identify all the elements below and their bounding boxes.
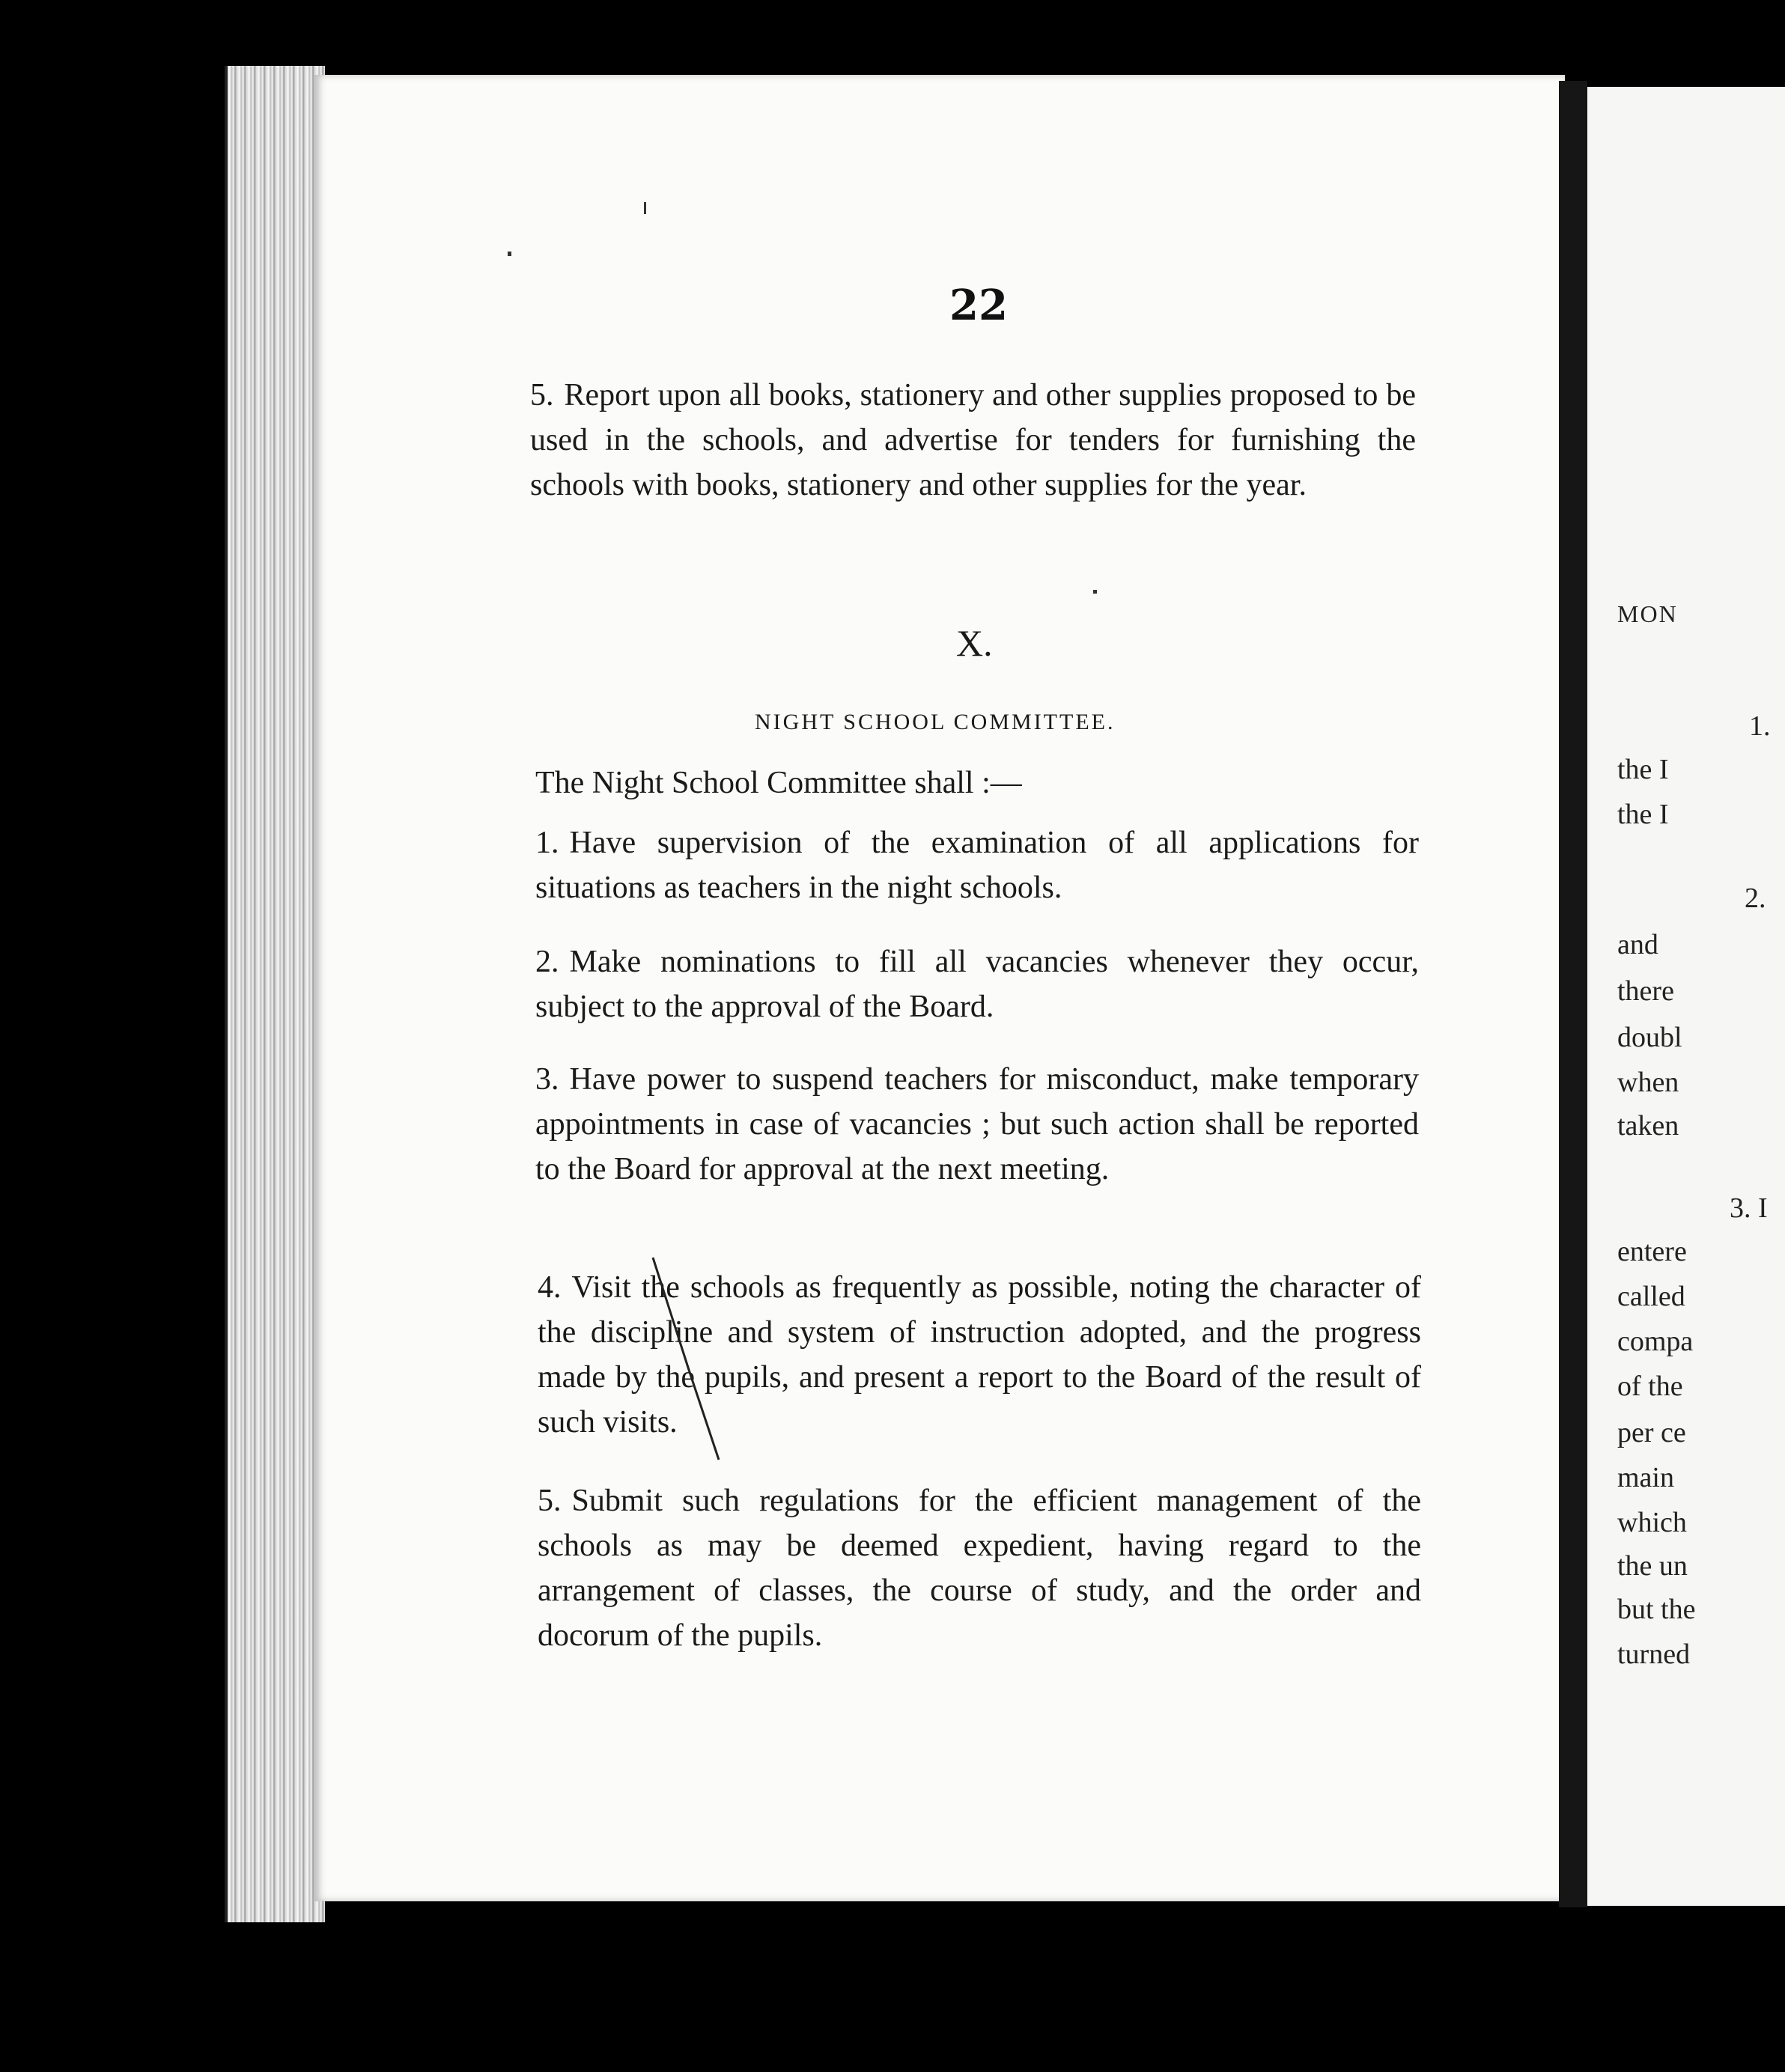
right-fragment: the I: [1617, 799, 1669, 830]
right-fragment: but the: [1617, 1594, 1696, 1625]
page-number: 22: [949, 281, 1008, 330]
item-text: Submit such regulations for the efficient management of the schools as may be deemed expedient, having regard to the arrangement of classes, the course of study, and the order and docorum of the pupils.: [538, 1484, 1421, 1653]
stray-mark: [1093, 590, 1097, 594]
right-fragment: per ce: [1617, 1417, 1686, 1448]
right-fragment: turned: [1617, 1639, 1691, 1670]
right-fragment: 2.: [1745, 883, 1766, 914]
top-item-5: [530, 373, 1416, 508]
right-fragment: the I: [1617, 754, 1669, 785]
right-fragment: of the: [1617, 1371, 1683, 1402]
section-title: NIGHT SCHOOL COMMITTEE.: [755, 710, 1116, 734]
right-fragment: there: [1617, 975, 1674, 1007]
item-text: Report upon all books, stationery and other supplies proposed to be used in the schools, and advertise for tenders for furnishing the schools with books, stationery and other supplies for the year.: [530, 378, 1416, 502]
right-fragment: MON: [1617, 600, 1678, 627]
section-item-1: [535, 820, 1419, 910]
right-fragment: main: [1617, 1462, 1674, 1493]
item-number: 1.: [535, 826, 559, 860]
right-fragment: compa: [1617, 1326, 1694, 1357]
section-numeral: X.: [956, 622, 993, 664]
right-fragment: called: [1617, 1281, 1685, 1312]
item-text: Make nominations to fill all vacancies whenever they occur, subject to the approval of the Board.: [535, 945, 1419, 1024]
right-fragment: when: [1617, 1067, 1679, 1098]
item-number: 2.: [535, 945, 559, 979]
right-fragment: entere: [1617, 1236, 1687, 1267]
right-fragment: the un: [1617, 1550, 1688, 1582]
item-text: Have supervision of the examination of all applications for situations as teachers in the night schools.: [535, 826, 1419, 905]
section-item-2: [535, 939, 1419, 1029]
item-number: 3.: [535, 1062, 559, 1097]
book-gutter: [1559, 81, 1587, 1907]
item-text: Visit the schools as frequently as possible, noting the character of the discipline and system of instruction adopted, and the progress made by the pupils, and present a report to the Board of the result of such visits.: [538, 1270, 1421, 1439]
section-intro: The Night School Committee shall :—: [535, 766, 1022, 800]
stray-mark: [508, 252, 511, 256]
item-text: Have power to suspend teachers for misconduct, make temporary appointments in case of vacancies ; but such action shall be reported to the Board for approval at the next meeting.: [535, 1062, 1419, 1186]
item-number: 5.: [538, 1484, 562, 1518]
item-number: 4.: [538, 1270, 562, 1305]
right-fragment: doubl: [1617, 1022, 1682, 1053]
right-fragment: 3. I: [1730, 1192, 1768, 1224]
right-fragment: and: [1617, 929, 1658, 960]
section-item-3: [535, 1057, 1419, 1192]
right-fragment: 1.: [1749, 710, 1771, 742]
page-edge-stack: [225, 66, 325, 1922]
pen-stroke-mark: [644, 1243, 734, 1841]
right-fragment: taken: [1617, 1110, 1679, 1142]
stray-mark: [644, 202, 646, 214]
item-number: 5.: [530, 378, 554, 412]
right-fragment: which: [1617, 1507, 1687, 1538]
